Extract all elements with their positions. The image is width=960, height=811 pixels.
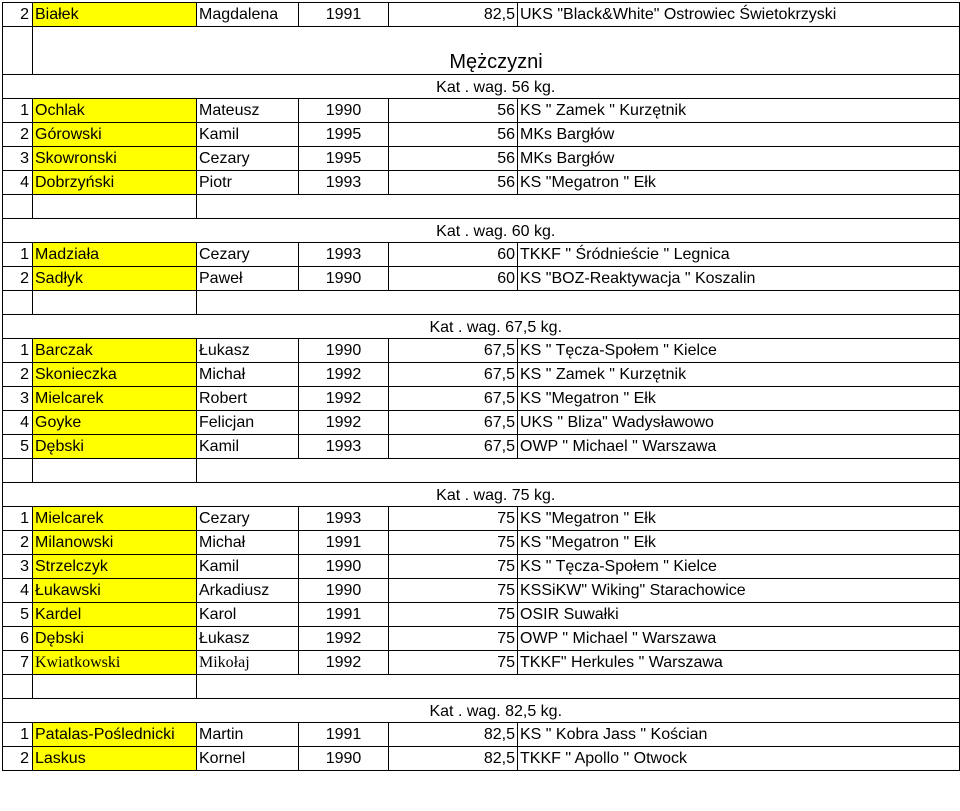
club-cell: KS " Tęcza-Społem " Kielce (518, 555, 960, 579)
table-row (3, 411, 960, 435)
club-cell: KS " Kobra Jass " Kościan (518, 723, 960, 747)
section-title (33, 27, 960, 75)
category-header-row (3, 75, 960, 99)
firstname-cell: Karol (197, 603, 299, 627)
category-label: Kat . wag. 82,5 kg. (33, 699, 960, 723)
empty-cell (3, 699, 33, 723)
firstname-cell: Arkadiusz (197, 579, 299, 603)
place-cell: 2 (3, 747, 33, 771)
weight-cell: 75 (389, 579, 518, 603)
surname-cell: Kwiatkowski (33, 651, 197, 675)
empty-cell (33, 459, 197, 483)
results-table (2, 2, 960, 771)
weight-cell: 56 (389, 99, 518, 123)
weight-cell: 82,5 (389, 3, 518, 27)
weight-cell: 75 (389, 555, 518, 579)
table-row (3, 627, 960, 651)
firstname-cell: Mateusz (197, 99, 299, 123)
category-label: Kat . wag. 67,5 kg. (33, 315, 960, 339)
surname-cell: Goyke (33, 411, 197, 435)
category-header-row (3, 699, 960, 723)
year-cell: 1990 (299, 267, 389, 291)
place-cell: 3 (3, 147, 33, 171)
year-cell: 1992 (299, 651, 389, 675)
place-cell: 2 (3, 531, 33, 555)
spacer-row (3, 675, 960, 699)
surname-cell: Laskus (33, 747, 197, 771)
empty-cell (3, 27, 33, 75)
weight-cell: 56 (389, 147, 518, 171)
table-row (3, 579, 960, 603)
empty-cell (3, 75, 33, 99)
table-row (3, 435, 960, 459)
section-header-row (3, 27, 960, 75)
empty-cell (3, 291, 33, 315)
club-cell: OWP " Michael " Warszawa (518, 435, 960, 459)
weight-cell: 67,5 (389, 339, 518, 363)
surname-cell: Dębski (33, 435, 197, 459)
empty-cell (33, 291, 197, 315)
club-cell: KS " Zamek " Kurzętnik (518, 363, 960, 387)
place-cell: 5 (3, 435, 33, 459)
place-cell: 1 (3, 243, 33, 267)
firstname-cell: Felicjan (197, 411, 299, 435)
category-header-row (3, 315, 960, 339)
firstname-cell: Kornel (197, 747, 299, 771)
weight-cell: 56 (389, 171, 518, 195)
weight-cell: 56 (389, 123, 518, 147)
category-label: Kat . wag. 75 kg. (33, 483, 960, 507)
firstname-cell: Paweł (197, 267, 299, 291)
club-cell: TKKF " Śródnieście " Legnica (518, 243, 960, 267)
place-cell: 2 (3, 267, 33, 291)
weight-cell: 67,5 (389, 363, 518, 387)
place-cell: 7 (3, 651, 33, 675)
surname-cell: Skowronski (33, 147, 197, 171)
weight-cell: 67,5 (389, 411, 518, 435)
surname-cell: Ochlak (33, 99, 197, 123)
club-cell: MKs Bargłów (518, 123, 960, 147)
place-cell: 2 (3, 3, 33, 27)
category-label: Kat . wag. 60 kg. (33, 219, 960, 243)
year-cell: 1992 (299, 387, 389, 411)
table-row (3, 603, 960, 627)
surname-cell: Sadłyk (33, 267, 197, 291)
place-cell: 4 (3, 171, 33, 195)
place-cell: 2 (3, 123, 33, 147)
place-cell: 3 (3, 387, 33, 411)
spacer-row (3, 195, 960, 219)
year-cell: 1992 (299, 363, 389, 387)
place-cell: 4 (3, 579, 33, 603)
table-row (3, 555, 960, 579)
firstname-cell: Kamil (197, 435, 299, 459)
firstname-cell: Michał (197, 531, 299, 555)
weight-cell: 67,5 (389, 387, 518, 411)
year-cell: 1991 (299, 723, 389, 747)
club-cell: KS "Megatron " Ełk (518, 507, 960, 531)
spacer-row (3, 459, 960, 483)
empty-cell (3, 459, 33, 483)
year-cell: 1993 (299, 507, 389, 531)
table-row (3, 339, 960, 363)
table-row (3, 99, 960, 123)
weight-cell: 75 (389, 507, 518, 531)
surname-cell: Kardel (33, 603, 197, 627)
surname-cell: Górowski (33, 123, 197, 147)
club-cell: OSIR Suwałki (518, 603, 960, 627)
table-row (3, 123, 960, 147)
year-cell: 1992 (299, 411, 389, 435)
table-row (3, 147, 960, 171)
place-cell: 1 (3, 99, 33, 123)
club-cell: UKS " Bliza" Wadysławowo (518, 411, 960, 435)
year-cell: 1990 (299, 579, 389, 603)
club-cell: MKs Bargłów (518, 147, 960, 171)
club-cell: KS " Tęcza-Społem " Kielce (518, 339, 960, 363)
year-cell: 1991 (299, 3, 389, 27)
weight-cell: 82,5 (389, 723, 518, 747)
year-cell: 1991 (299, 603, 389, 627)
table-row (3, 651, 960, 675)
surname-cell: Patalas-Poślednicki (33, 723, 197, 747)
club-cell: UKS "Black&White" Ostrowiec Świetokrzyski (518, 3, 960, 27)
table-row (3, 267, 960, 291)
firstname-cell: Cezary (197, 147, 299, 171)
weight-cell: 67,5 (389, 435, 518, 459)
table-row (3, 3, 960, 27)
club-cell: KS "Megatron " Ełk (518, 171, 960, 195)
spacer-row (3, 291, 960, 315)
place-cell: 6 (3, 627, 33, 651)
year-cell: 1991 (299, 531, 389, 555)
table-row (3, 387, 960, 411)
table-row (3, 171, 960, 195)
firstname-cell: Robert (197, 387, 299, 411)
firstname-cell: Łukasz (197, 627, 299, 651)
weight-cell: 82,5 (389, 747, 518, 771)
table-row (3, 747, 960, 771)
surname-cell: Strzelczyk (33, 555, 197, 579)
weight-cell: 60 (389, 267, 518, 291)
surname-cell: Dębski (33, 627, 197, 651)
empty-cell (3, 195, 33, 219)
year-cell: 1990 (299, 555, 389, 579)
club-cell: TKKF" Herkules " Warszawa (518, 651, 960, 675)
table-row (3, 723, 960, 747)
place-cell: 1 (3, 723, 33, 747)
category-label: Kat . wag. 56 kg. (33, 75, 960, 99)
firstname-cell: Cezary (197, 507, 299, 531)
surname-cell: Białek (33, 3, 197, 27)
table-row (3, 363, 960, 387)
firstname-cell: Martin (197, 723, 299, 747)
year-cell: 1993 (299, 171, 389, 195)
firstname-cell: Kamil (197, 123, 299, 147)
place-cell: 1 (3, 339, 33, 363)
surname-cell: Mielcarek (33, 387, 197, 411)
empty-cell (3, 675, 33, 699)
category-header-row (3, 219, 960, 243)
year-cell: 1992 (299, 627, 389, 651)
year-cell: 1993 (299, 435, 389, 459)
club-cell: KS "BOZ-Reaktywacja " Koszalin (518, 267, 960, 291)
weight-cell: 75 (389, 603, 518, 627)
place-cell: 4 (3, 411, 33, 435)
empty-cell (3, 483, 33, 507)
place-cell: 5 (3, 603, 33, 627)
club-cell: KS "Megatron " Ełk (518, 531, 960, 555)
year-cell: 1995 (299, 147, 389, 171)
year-cell: 1990 (299, 99, 389, 123)
surname-cell: Łukawski (33, 579, 197, 603)
club-cell: KS "Megatron " Ełk (518, 387, 960, 411)
club-cell: KSSiKW" Wiking" Starachowice (518, 579, 960, 603)
weight-cell: 75 (389, 531, 518, 555)
year-cell: 1990 (299, 339, 389, 363)
surname-cell: Barczak (33, 339, 197, 363)
weight-cell: 75 (389, 627, 518, 651)
table-row (3, 243, 960, 267)
surname-cell: Mielcarek (33, 507, 197, 531)
year-cell: 1993 (299, 243, 389, 267)
place-cell: 3 (3, 555, 33, 579)
surname-cell: Milanowski (33, 531, 197, 555)
firstname-cell: Cezary (197, 243, 299, 267)
place-cell: 1 (3, 507, 33, 531)
firstname-cell: Łukasz (197, 339, 299, 363)
weight-cell: 60 (389, 243, 518, 267)
empty-cell (197, 195, 960, 219)
empty-cell (3, 315, 33, 339)
empty-cell (197, 675, 960, 699)
year-cell: 1990 (299, 747, 389, 771)
empty-cell (197, 291, 960, 315)
empty-cell (3, 219, 33, 243)
section-title-text: Mężczyzni (449, 51, 543, 73)
table-row (3, 507, 960, 531)
year-cell: 1995 (299, 123, 389, 147)
surname-cell: Skonieczka (33, 363, 197, 387)
firstname-cell: Piotr (197, 171, 299, 195)
empty-cell (33, 195, 197, 219)
surname-cell: Dobrzyński (33, 171, 197, 195)
firstname-cell: Michał (197, 363, 299, 387)
place-cell: 2 (3, 363, 33, 387)
category-header-row (3, 483, 960, 507)
firstname-cell: Kamil (197, 555, 299, 579)
weight-cell: 75 (389, 651, 518, 675)
empty-cell (197, 459, 960, 483)
firstname-cell: Mikołaj (197, 651, 299, 675)
empty-cell (33, 675, 197, 699)
surname-cell: Madziała (33, 243, 197, 267)
table-row (3, 531, 960, 555)
club-cell: OWP " Michael " Warszawa (518, 627, 960, 651)
club-cell: TKKF " Apollo " Otwock (518, 747, 960, 771)
club-cell: KS " Zamek " Kurzętnik (518, 99, 960, 123)
firstname-cell: Magdalena (197, 3, 299, 27)
